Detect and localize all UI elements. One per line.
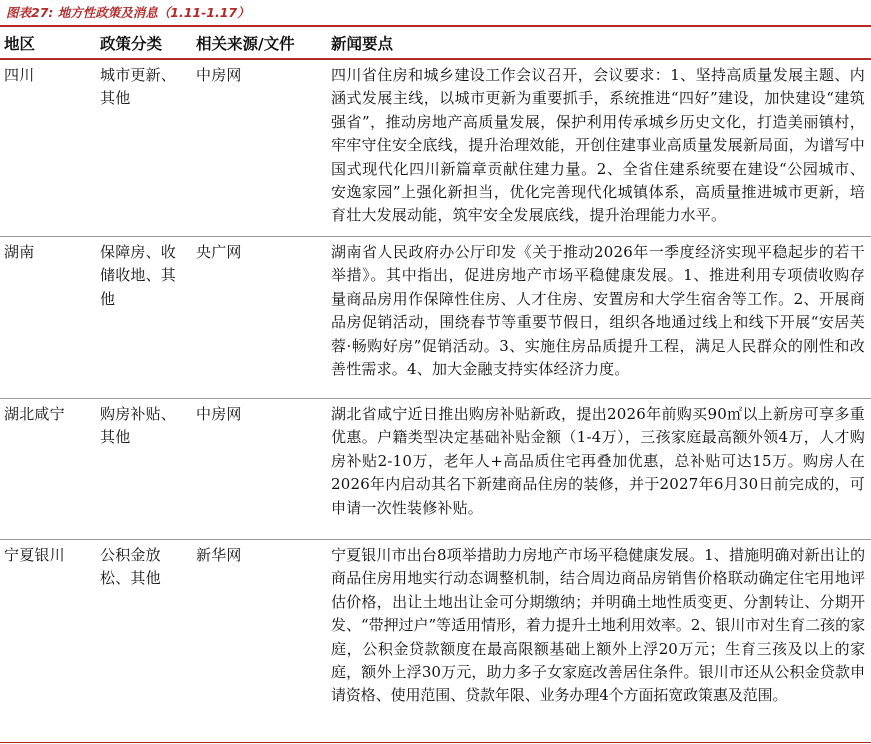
source-cell: 新华网 [196, 546, 242, 564]
region-cell: 湖北咸宁 [4, 405, 65, 423]
header-news: 新闻要点 [331, 35, 394, 53]
source-cell: 中房网 [196, 66, 242, 84]
category-cell: 保障房、收储收地、其他 [100, 243, 177, 308]
category-cell: 公积金放松、其他 [100, 546, 161, 588]
category-cell: 购房补贴、其他 [100, 405, 177, 447]
figure-caption: 图表27: 地方性政策及消息（1.11-1.17） [6, 5, 250, 20]
region-cell: 湖南 [4, 243, 35, 261]
news-cell: 湖北省咸宁近日推出购房补贴新政，提出2026年前购买90㎡以上新房可享多重优惠。户籍类型决定基础补贴金额（1-4万），三孩家庭最高额外领4万，人才购房补贴2-10万，老年人+高品质住宅再叠加优惠，总补贴可达15万。购房人在2026年内启动其名下新建商品住房的装修，并于2027年6月30日前完成的，可申请一次性装修补贴。 [331, 405, 865, 517]
region-cell: 四川 [4, 66, 35, 84]
source-cell: 中房网 [196, 405, 242, 423]
header-category: 政策分类 [100, 35, 163, 53]
category-cell: 城市更新、其他 [100, 66, 177, 108]
table-header [0, 28, 871, 60]
news-cell: 宁夏银川市出台8项举措助力房地产市场平稳健康发展。1、措施明确对新出让的商品住房用地实行动态调整机制，结合周边商品房销售价格联动确定住宅用地评估价格，出让土地出让金可分期缴纳；并明确土地性质变更、分割转让、分期开发、“带押过户”等适用情形，着力提升土地利用效率。2、银川市对生育二孩的家庭，公积金贷款额度在最高限额基础上额外上浮20万元；生育三孩及以上的家庭，额外上浮30万元，助力多子女家庭改善居住条件。银川市还从公积金贷款申请资格、使用范围、贷款年限、业务办理4个方面拓宽政策惠及范围。 [331, 546, 865, 705]
news-cell: 四川省住房和城乡建设工作会议召开，会议要求：1、坚持高质量发展主题、内涵式发展主线，以城市更新为重要抓手，系统推进“四好”建设，加快建设“建筑强省”，推动房地产高质量发展，保护利用传承城乡历史文化，打造美丽镇村，牢牢守住安全底线，提升治理效能，开创住建事业高质量发展新局面，为谱写中国式现代化四川新篇章贡献住建力量。2、全省住建系统要在建设“公园城市、安逸家园”上强化新担当，优化完善现代化城镇体系，高质量推进城市更新，培育壮大发展动能，筑牢安全发展底线，提升治理能力水平。 [331, 66, 865, 225]
table-row [0, 237, 871, 399]
header-source: 相关来源/文件 [196, 35, 295, 53]
header-region: 地区 [4, 35, 36, 53]
region-cell: 宁夏银川 [4, 546, 65, 564]
source-cell: 央广网 [196, 243, 242, 261]
news-cell: 湖南省人民政府办公厅印发《关于推动2026年一季度经济实现平稳起步的若干举措》。其中指出，促进房地产市场平稳健康发展。1、推进利用专项债收购存量商品房用作保障性住房、人才住房、安置房和大学生宿舍等工作。2、开展商品房促销活动，围绕春节等重要节假日，组织各地通过线上和线下开展“安居芙蓉·畅购好房”促销活动。3、实施住房品质提升工程，满足人民群众的刚性和改善性需求。4、加大金融支持实体经济力度。 [331, 243, 865, 379]
table-row [0, 540, 871, 743]
table-row [0, 399, 871, 540]
top-rule [0, 25, 871, 27]
table-row [0, 60, 871, 237]
